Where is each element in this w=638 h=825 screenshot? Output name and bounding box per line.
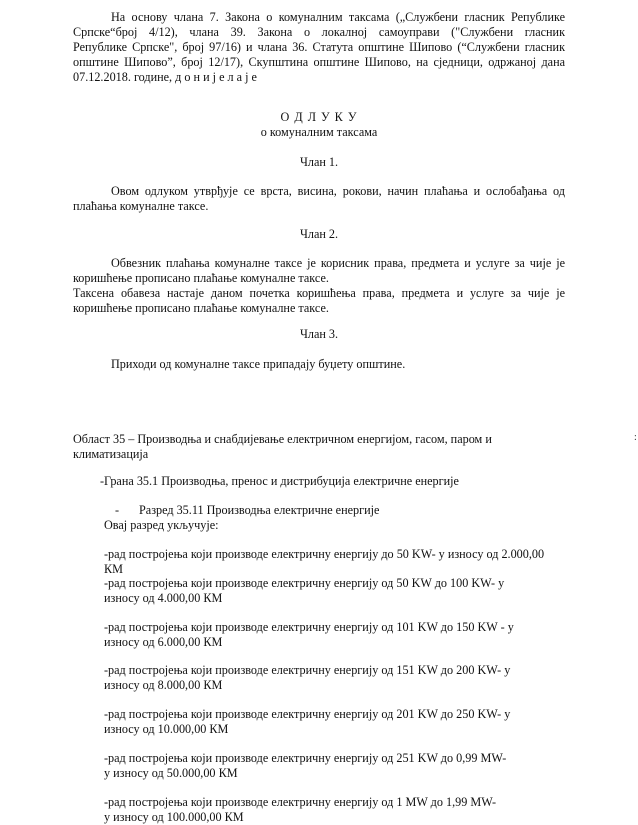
- document-subtitle: о комуналним таксама: [260, 125, 378, 139]
- tariff-line: -рад постројења који производе електричну енергију до 50 KW- у износу од 2.000,00: [104, 547, 545, 561]
- class-heading: [73, 503, 565, 533]
- tariff-item: [73, 751, 565, 781]
- article-line: Приходи од комуналне таксе припадају буџету општине.: [111, 357, 406, 371]
- tariff-line: износу од 8.000,00 КМ: [104, 678, 223, 692]
- branch-heading: [73, 474, 565, 489]
- article-heading: Члан 1.: [299, 155, 339, 169]
- article-line: коришћење прописано плаћање комуналне таксе.: [73, 271, 329, 285]
- document-title: О Д Л У К У: [280, 110, 358, 124]
- area-line: Област 35 – Производња и снабдијевање електричном енергијом, гасом, паром и: [73, 432, 492, 446]
- preamble: [73, 10, 565, 85]
- tariff-line: у износу од 100.000,00 КМ: [104, 810, 244, 824]
- preamble-line: Српске“број 4/12), члана 39. Закона о локалној самоуправи ("Службени гласник: [73, 25, 565, 39]
- tariff-item: [73, 576, 565, 606]
- article-body: [73, 256, 565, 316]
- tariff-line: -рад постројења који производе електричну енергију од 201 KW до 250 KW- у: [104, 707, 511, 721]
- tariff-line: износу од 10.000,00 КМ: [104, 722, 229, 736]
- article-line: Таксена обавеза настаје даном почетка коришћења права, предмета и услуге за чије је: [73, 286, 565, 300]
- article-line: Обвезник плаћања комуналне таксе је корисник права, предмета и услуге за чије је: [111, 256, 565, 270]
- tariff-line: -рад постројења који производе електричну енергију од 101 KW до 150 KW - у: [104, 620, 514, 634]
- tariff-line: -рад постројења који производе електричну енергију од 251 KW до 0,99 MW-: [104, 751, 507, 765]
- tariff-item: [73, 663, 565, 693]
- tariff-line: у износу од 50.000,00 КМ: [104, 766, 238, 780]
- preamble-line: Републике Српске", број 97/16) и члана 36. Статута општине Шипово (“Службени гласник: [73, 40, 565, 54]
- tariff-line: -рад постројења који производе електричну енергију од 50 KW до 100 KW- у: [104, 576, 505, 590]
- tariff-line: КМ: [104, 562, 123, 576]
- tariff-line: износу од 6.000,00 КМ: [104, 635, 223, 649]
- bullet: -: [115, 503, 120, 517]
- area-heading: [73, 432, 565, 462]
- article-line: плаћања комуналне таксе.: [73, 199, 209, 213]
- branch-line: -Грана 35.1 Производња, пренос и дистрибуција електричне енергије: [100, 474, 459, 488]
- tariff-item: [73, 620, 565, 650]
- tariff-line: -рад постројења који производе електричну енергију од 151 KW до 200 KW- у: [104, 663, 511, 677]
- margin-mark: :: [634, 432, 637, 443]
- article-heading: Члан 3.: [299, 327, 339, 341]
- article-body: [73, 184, 565, 214]
- includes-label: Овај разред укључује:: [104, 518, 219, 532]
- tariff-item: [73, 707, 565, 737]
- preamble-line: На основу члана 7. Закона о комуналним таксама („Службени гласник Републике: [111, 10, 565, 24]
- preamble-line: општине Шипово”, број 12/17), Скупштина општине Шипово, на сједници, одржаној дана: [73, 55, 565, 69]
- tariff-item: [73, 547, 565, 577]
- tariff-line: -рад постројења који производе електричну енергију од 1 MW до 1,99 MW-: [104, 795, 497, 809]
- tariff-line: износу од 4.000,00 КМ: [104, 591, 223, 605]
- class-text: Разред 35.11 Производња електричне енергије: [139, 503, 380, 517]
- article-line: Овом одлуком утврђује се врста, висина, рокови, начин плаћања и ослобађања од: [111, 184, 565, 198]
- area-line: климатизација: [73, 447, 149, 461]
- article-heading: Члан 2.: [299, 227, 339, 241]
- tariff-item: [73, 795, 565, 825]
- article-line: коришћење прописано плаћање комуналне таксе.: [73, 301, 329, 315]
- preamble-line: 07.12.2018. године, д о н и ј е л а ј е: [73, 70, 257, 84]
- article-body: [73, 357, 565, 372]
